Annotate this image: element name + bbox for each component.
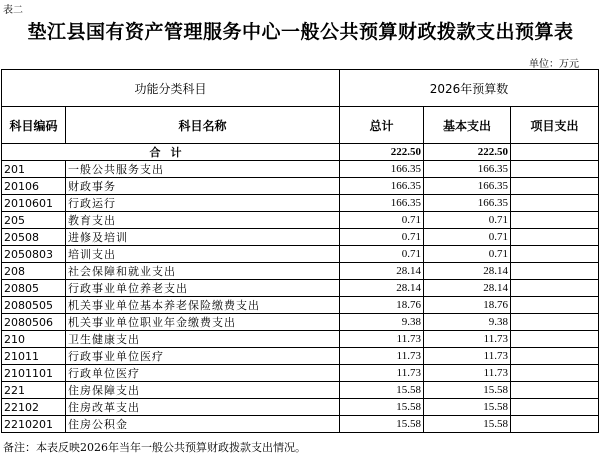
table-row — [2, 178, 599, 195]
row-project — [511, 246, 599, 263]
row-name: 进修及培训 — [66, 229, 340, 246]
header-budget-year: 2026年预算数 — [340, 70, 599, 107]
table-row — [2, 331, 599, 348]
table-row — [2, 229, 599, 246]
row-basic: 9.38 — [424, 314, 511, 331]
row-total: 15.58 — [340, 382, 424, 399]
row-code: 205 — [2, 212, 66, 229]
total-basic: 222.50 — [424, 144, 511, 161]
header-project: 项目支出 — [511, 107, 599, 144]
row-name: 培训支出 — [66, 246, 340, 263]
row-project — [511, 416, 599, 433]
row-project — [511, 331, 599, 348]
row-basic: 0.71 — [424, 246, 511, 263]
row-name: 社会保障和就业支出 — [66, 263, 340, 280]
row-name: 教育支出 — [66, 212, 340, 229]
page-title: 垫江县国有资产管理服务中心一般公共预算财政拨款支出预算表 — [27, 21, 574, 43]
row-code: 201 — [2, 161, 66, 178]
row-total: 9.38 — [340, 314, 424, 331]
table-row — [2, 365, 599, 382]
header-category: 功能分类科目 — [2, 70, 340, 107]
row-project — [511, 280, 599, 297]
header-basic: 基本支出 — [424, 107, 511, 144]
row-total: 166.35 — [340, 178, 424, 195]
row-total: 0.71 — [340, 212, 424, 229]
row-total: 15.58 — [340, 399, 424, 416]
row-code: 2210201 — [2, 416, 66, 433]
row-basic: 166.35 — [424, 195, 511, 212]
row-code: 20508 — [2, 229, 66, 246]
row-name: 财政事务 — [66, 178, 340, 195]
row-basic: 15.58 — [424, 399, 511, 416]
row-basic: 0.71 — [424, 212, 511, 229]
table-row — [2, 382, 599, 399]
row-total: 28.14 — [340, 280, 424, 297]
total-row — [2, 144, 599, 161]
row-total: 15.58 — [340, 416, 424, 433]
row-name: 行政运行 — [66, 195, 340, 212]
row-code: 2080505 — [2, 297, 66, 314]
row-name: 卫生健康支出 — [66, 331, 340, 348]
row-code: 22102 — [2, 399, 66, 416]
row-basic: 166.35 — [424, 161, 511, 178]
row-code: 20805 — [2, 280, 66, 297]
row-project — [511, 348, 599, 365]
row-total: 166.35 — [340, 161, 424, 178]
total-project — [511, 144, 599, 161]
table-row — [2, 280, 599, 297]
row-code: 2101101 — [2, 365, 66, 382]
table-row — [2, 416, 599, 433]
footnote: 备注：本表反映2026年当年一般公共预算财政拨款支出情况。 — [3, 441, 306, 454]
table-row — [2, 263, 599, 280]
row-name: 住房保障支出 — [66, 382, 340, 399]
row-basic: 0.71 — [424, 229, 511, 246]
row-basic: 15.58 — [424, 382, 511, 399]
table-row — [2, 212, 599, 229]
row-basic: 11.73 — [424, 331, 511, 348]
budget-table — [1, 69, 599, 433]
row-basic: 18.76 — [424, 297, 511, 314]
table-row — [2, 348, 599, 365]
row-total: 11.73 — [340, 348, 424, 365]
row-name: 机关事业单位基本养老保险缴费支出 — [66, 297, 340, 314]
table-row — [2, 297, 599, 314]
row-total: 166.35 — [340, 195, 424, 212]
row-project — [511, 229, 599, 246]
row-project — [511, 212, 599, 229]
table-row — [2, 399, 599, 416]
total-label: 合计 — [2, 144, 340, 161]
row-basic: 11.73 — [424, 348, 511, 365]
row-basic: 166.35 — [424, 178, 511, 195]
header-name: 科目名称 — [66, 107, 340, 144]
row-total: 0.71 — [340, 229, 424, 246]
row-name: 行政事业单位医疗 — [66, 348, 340, 365]
row-name: 行政单位医疗 — [66, 365, 340, 382]
row-project — [511, 399, 599, 416]
total-amount: 222.50 — [340, 144, 424, 161]
row-project — [511, 314, 599, 331]
row-code: 2080506 — [2, 314, 66, 331]
row-project — [511, 195, 599, 212]
row-total: 0.71 — [340, 246, 424, 263]
row-basic: 11.73 — [424, 365, 511, 382]
row-basic: 15.58 — [424, 416, 511, 433]
row-project — [511, 365, 599, 382]
row-code: 208 — [2, 263, 66, 280]
header-code: 科目编码 — [2, 107, 66, 144]
unit-label: 单位：万元 — [529, 59, 579, 70]
table-row — [2, 161, 599, 178]
row-name: 一般公共服务支出 — [66, 161, 340, 178]
row-basic: 28.14 — [424, 263, 511, 280]
row-project — [511, 297, 599, 314]
header-total: 总计 — [340, 107, 424, 144]
table-row — [2, 314, 599, 331]
row-code: 2050803 — [2, 246, 66, 263]
row-name: 行政事业单位养老支出 — [66, 280, 340, 297]
row-project — [511, 382, 599, 399]
row-name: 机关事业单位职业年金缴费支出 — [66, 314, 340, 331]
row-code: 20106 — [2, 178, 66, 195]
row-code: 210 — [2, 331, 66, 348]
table-row — [2, 195, 599, 212]
row-total: 28.14 — [340, 263, 424, 280]
row-project — [511, 161, 599, 178]
row-project — [511, 178, 599, 195]
row-project — [511, 263, 599, 280]
row-code: 2010601 — [2, 195, 66, 212]
row-total: 11.73 — [340, 365, 424, 382]
row-code: 221 — [2, 382, 66, 399]
row-name: 住房改革支出 — [66, 399, 340, 416]
row-code: 21011 — [2, 348, 66, 365]
sheet-label: 表二 — [3, 5, 23, 16]
table-row — [2, 246, 599, 263]
row-name: 住房公积金 — [66, 416, 340, 433]
row-basic: 28.14 — [424, 280, 511, 297]
row-total: 18.76 — [340, 297, 424, 314]
row-total: 11.73 — [340, 331, 424, 348]
